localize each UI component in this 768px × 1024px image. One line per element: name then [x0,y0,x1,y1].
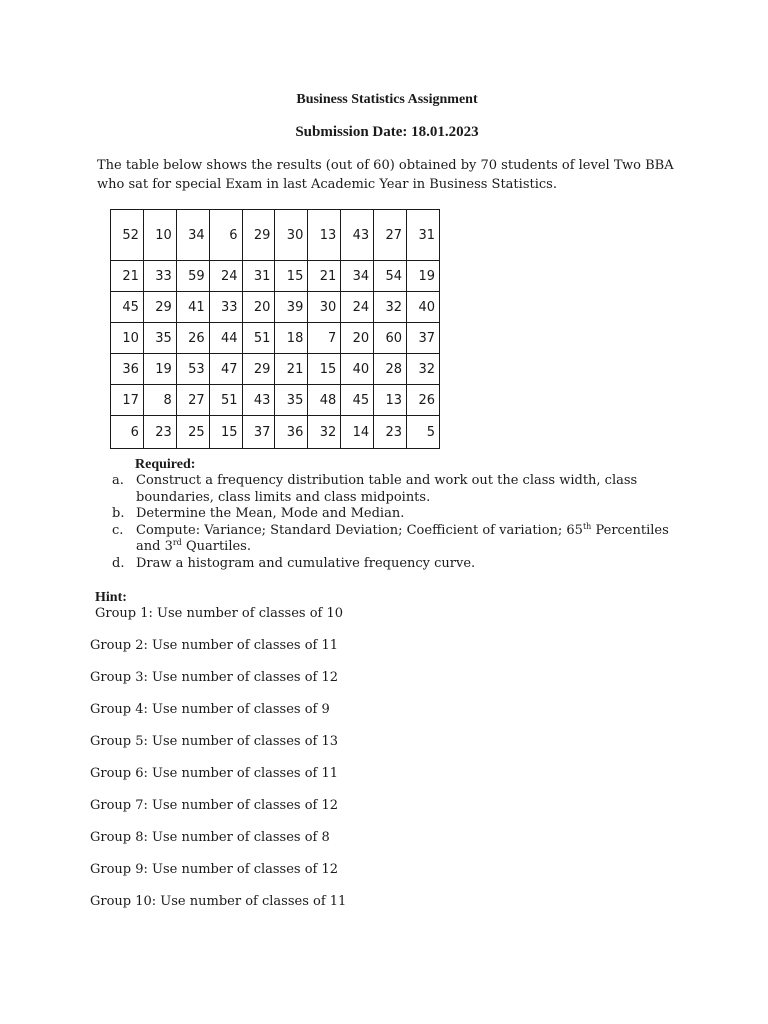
group-hint-9: Group 9: Use number of classes of 12 [90,862,339,877]
table-cell: 8 [143,385,176,416]
table-row [111,416,440,449]
table-cell: 21 [275,354,308,385]
table-cell: 7 [308,323,341,354]
table-cell: 23 [143,416,176,449]
table-cell: 26 [176,323,209,354]
required-item-text: Draw a histogram and cumulative frequency curve. [136,555,476,571]
table-cell: 35 [275,385,308,416]
table-cell: 24 [209,261,242,292]
table-cell: 36 [275,416,308,449]
group-hint-7: Group 7: Use number of classes of 12 [90,798,339,813]
table-cell: 41 [176,292,209,323]
table-cell: 40 [407,292,440,323]
superscript: th [582,521,592,531]
table-cell: 31 [407,210,440,261]
table-row [111,385,440,416]
table-cell: 27 [176,385,209,416]
required-item-a [112,473,692,506]
table-cell: 25 [176,416,209,449]
table-cell: 21 [111,261,144,292]
required-item-text: Percentiles and 3 [136,522,669,554]
table-cell: 43 [242,385,275,416]
table-cell: 24 [341,292,374,323]
table-cell: 29 [242,354,275,385]
table-cell: 59 [176,261,209,292]
group-hint-10: Group 10: Use number of classes of 11 [90,894,347,909]
table-cell: 35 [143,323,176,354]
table-cell: 39 [275,292,308,323]
list-marker: c. [112,522,124,538]
table-cell: 47 [209,354,242,385]
table-cell: 13 [308,210,341,261]
table-cell: 40 [341,354,374,385]
table-cell: 17 [111,385,144,416]
table-cell: 45 [111,292,144,323]
list-marker: a. [112,473,124,488]
table-cell: 33 [209,292,242,323]
table-cell: 29 [242,210,275,261]
group-hint-2: Group 2: Use number of classes of 11 [90,638,339,653]
table-cell: 34 [176,210,209,261]
table-cell: 20 [341,323,374,354]
table-cell: 19 [407,261,440,292]
intro-paragraph: The table below shows the results (out of 60) obtained by 70 students of level Two BBA who sat for special Exam in last Academic Year in Business Statistics. [97,158,674,192]
list-marker: d. [112,555,125,571]
table-cell: 60 [374,323,407,354]
table-cell: 32 [308,416,341,449]
table-cell: 44 [209,323,242,354]
required-list [112,473,692,572]
list-marker: b. [112,506,125,521]
required-item-text: Compute: Variance; Standard Deviation; Coefficient of variation; 65 [136,522,583,538]
required-item-text: Construct a frequency distribution table and work out the class width, class boundaries, class limits and class midpoints. [136,473,638,505]
hint-heading: Hint: [95,590,127,605]
table-cell: 15 [209,416,242,449]
table-cell: 36 [111,354,144,385]
table-cell: 20 [242,292,275,323]
table-cell: 52 [111,210,144,261]
table-cell: 43 [341,210,374,261]
table-cell: 23 [374,416,407,449]
table-cell: 18 [275,323,308,354]
table-cell: 13 [374,385,407,416]
table-cell: 37 [407,323,440,354]
table-cell: 32 [407,354,440,385]
table-cell: 30 [308,292,341,323]
table-cell: 34 [341,261,374,292]
table-cell: 45 [341,385,374,416]
group-hint-5: Group 5: Use number of classes of 13 [90,734,339,749]
table-cell: 28 [374,354,407,385]
table-cell: 27 [374,210,407,261]
superscript: rd [172,538,182,547]
group-hint-6: Group 6: Use number of classes of 11 [90,766,339,781]
table-row [111,210,440,261]
group-hint-4: Group 4: Use number of classes of 9 [90,702,330,717]
group-hint-8: Group 8: Use number of classes of 8 [90,830,330,845]
table-cell: 32 [374,292,407,323]
group-hint-1: Group 1: Use number of classes of 10 [95,606,344,621]
table-row [111,292,440,323]
table-row [111,323,440,354]
table-cell: 21 [308,261,341,292]
table-cell: 6 [209,210,242,261]
table-cell: 15 [275,261,308,292]
table-cell: 37 [242,416,275,449]
required-item-d [112,556,692,573]
table-cell: 54 [374,261,407,292]
required-item-c [112,523,692,556]
table-cell: 26 [407,385,440,416]
table-cell: 51 [209,385,242,416]
scores-table [110,209,440,449]
table-cell: 15 [308,354,341,385]
table-cell: 5 [407,416,440,449]
table-cell: 10 [111,323,144,354]
table-cell: 14 [341,416,374,449]
table-cell: 10 [143,210,176,261]
table-cell: 51 [242,323,275,354]
table-cell: 53 [176,354,209,385]
group-hint-3: Group 3: Use number of classes of 12 [90,670,339,685]
document-title: Business Statistics Assignment [296,92,478,107]
required-item-b [112,506,692,523]
table-cell: 30 [275,210,308,261]
table-cell: 6 [111,416,144,449]
table-row [111,261,440,292]
table-cell: 33 [143,261,176,292]
table-cell: 31 [242,261,275,292]
required-heading: Required: [135,457,196,472]
required-item-text: Determine the Mean, Mode and Median. [136,506,405,521]
table-cell: 48 [308,385,341,416]
table-cell: 29 [143,292,176,323]
table-cell: 19 [143,354,176,385]
submission-date: Submission Date: 18.01.2023 [295,124,479,140]
table-row [111,354,440,385]
required-item-text: Quartiles. [181,539,251,554]
